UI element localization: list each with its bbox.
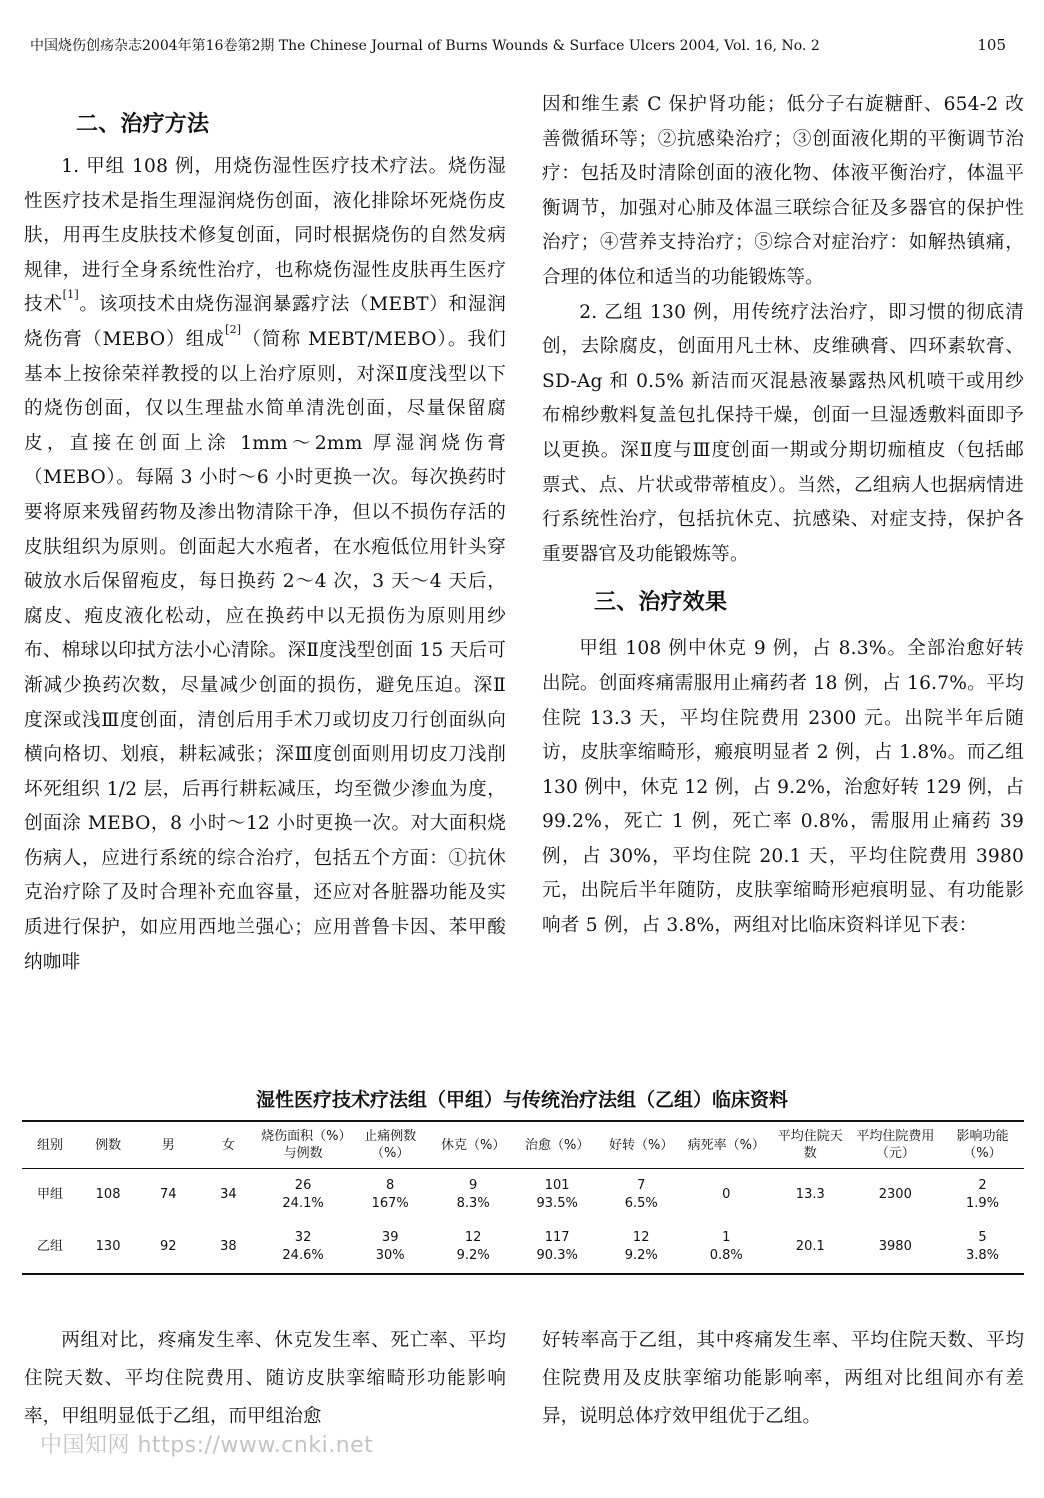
results-paragraph: 甲组 108 例中休克 9 例，占 8.3%。全部治愈好转出院。创面疼痛需服用止痛药者 18 例，占 16.7%。平均住院 13.3 天，平均住院费用 2300 元。出院半年后随访，皮肤挛缩畸形，瘢痕明显者 2 例，占 1.8%。而乙组 130 例中，休克 12 例，占 9.2%，治愈好转 129 例，占 99.2%，死亡 1 例，死亡率 0.8%，需服用止痛药 39 例，占 30%，平均住院 20.1 天，平均住院费用 3980 元，出院后半年随防，皮肤挛缩畸形疤痕明显、有功能影响者 5 例，占 3.8%，两组对比临床资料详见下表： xyxy=(542,638,1024,937)
table-header-cell: 女 xyxy=(198,1121,258,1169)
cell-percent: 93.5% xyxy=(536,1196,578,1211)
reference-1: [1] xyxy=(62,288,79,302)
cell-count: 130 xyxy=(78,1221,138,1274)
cell-burn-area xyxy=(258,1169,347,1222)
cell-percent: 24.6% xyxy=(282,1248,324,1263)
cell-value: 26 xyxy=(294,1178,312,1193)
cell-pain xyxy=(348,1169,433,1222)
table-title: 湿性医疗技术疗法组（甲组）与传统治疗法组（乙组）临床资料 xyxy=(255,1089,788,1111)
cell-value: 117 xyxy=(544,1230,570,1245)
conclusion-paragraph-continued: 好转率高于乙组，其中疼痛发生率、平均住院天数、平均住院费用及皮肤挛缩功能影响率，两组对比组间亦有差异，说明总体疗效甲组优于乙组。 xyxy=(542,1330,1024,1427)
cell-percent: 0.8% xyxy=(709,1248,743,1263)
table-header-row xyxy=(22,1121,1024,1169)
table-header-cell: 止痛例数（%） xyxy=(348,1121,433,1169)
cell-male: 92 xyxy=(138,1221,198,1274)
cell-percent: 1.9% xyxy=(965,1196,999,1211)
cell-value: 1 xyxy=(722,1230,731,1245)
cell-percent: 9.2% xyxy=(456,1248,490,1263)
right-column xyxy=(542,88,1024,944)
cell-value: 9 xyxy=(469,1178,478,1193)
methods-text-a: 1. 甲组 108 例，用烧伤湿性医疗技术疗法。烧伤湿性医疗技术是指生理湿润烧伤创面，液化排除坏死烧伤皮肤，用再生皮肤技术修复创面，同时根据烧伤的自然发病规律，进行全身系统性治疗，也称烧伤湿性皮肤再生医疗技术 xyxy=(24,156,506,316)
cell-percent: 8.3% xyxy=(456,1196,490,1211)
cell-value: 8 xyxy=(386,1178,395,1193)
cell-value: 5 xyxy=(978,1230,987,1245)
conclusion-left xyxy=(24,1322,506,1436)
cell-function xyxy=(941,1169,1024,1222)
cell-value: 12 xyxy=(464,1230,482,1245)
table-header-cell: 影响功能（%） xyxy=(941,1121,1024,1169)
cell-function xyxy=(941,1221,1024,1274)
cell-group: 甲组 xyxy=(36,1187,63,1202)
table-header-cell: 好转（%） xyxy=(601,1121,682,1169)
table-header-cell: 组别 xyxy=(22,1121,78,1169)
cell-value: 12 xyxy=(632,1230,650,1245)
section-heading-methods: 二、治疗方法 xyxy=(76,112,210,137)
table-header-cell: 平均住院费用（元） xyxy=(850,1121,941,1169)
methods-text-b: 。该项技术由烧伤湿润暴露疗法（MEBT）和湿润烧伤膏（MEBO）组成 xyxy=(24,294,506,350)
left-column xyxy=(24,104,506,980)
cell-female: 34 xyxy=(220,1187,237,1202)
cell-female: 38 xyxy=(198,1221,258,1274)
cell-value: 32 xyxy=(294,1230,312,1245)
conclusion-right xyxy=(542,1322,1024,1436)
table-header-cell: 治愈（%） xyxy=(514,1121,601,1169)
table-row xyxy=(22,1221,1024,1274)
table-header-cell: 病死率（%） xyxy=(682,1121,771,1169)
cell-mortality xyxy=(682,1221,771,1274)
cell-cost: 3980 xyxy=(850,1221,941,1274)
reference-2: [2] xyxy=(225,322,242,336)
cell-percent: 6.5% xyxy=(624,1196,658,1211)
cell-count: 108 xyxy=(95,1187,121,1202)
cell-value: 7 xyxy=(637,1178,646,1193)
cell-days: 13.3 xyxy=(795,1187,825,1202)
cell-percent: 90.3% xyxy=(536,1248,578,1263)
cell-percent: 167% xyxy=(371,1196,409,1211)
cell-percent: 30% xyxy=(375,1248,405,1263)
cell-cure xyxy=(514,1169,601,1222)
methods-paragraph-1-continued: 因和维生素 C 保护肾功能；低分子右旋糖酐、654-2 改善微循环等；②抗感染治疗；③创面液化期的平衡调节治疗：包括及时清除创面的液化物、体液平衡治疗，体温平衡调节，加强对心肺及体温三联综合征及多器官的保护性治疗；④营养支持治疗；⑤综合对症治疗：如解热镇痛，合理的体位和适当的功能锻炼等。 xyxy=(542,94,1024,288)
table-row xyxy=(22,1169,1024,1222)
cell-group: 乙组 xyxy=(22,1221,78,1274)
cell-mortality xyxy=(682,1169,771,1222)
cell-value: 101 xyxy=(544,1178,570,1193)
running-header: 中国烧伤创疡杂志2004年第16卷第2期 The Chinese Journal of Burns Wounds & Surface Ulcers 2004, Vol. 16, No. 2 xyxy=(30,38,820,54)
conclusion-paragraph: 两组对比，疼痛发生率、休克发生率、死亡率、平均住院天数、平均住院费用、随访皮肤挛缩畸形功能影响率，甲组明显低于乙组，而甲组治愈 xyxy=(24,1330,506,1427)
cell-days: 20.1 xyxy=(771,1221,850,1274)
table-header-cell: 例数 xyxy=(78,1121,138,1169)
cell-value: 39 xyxy=(381,1230,399,1245)
methods-paragraph-2: 2. 乙组 130 例，用传统疗法治疗，即习惯的彻底清创，去除腐皮，创面用凡士林、皮维碘膏、四环素软膏、SD-Ag 和 0.5% 新洁而灭混悬液暴露热风机喷干或用纱布棉纱敷料复盖包扎保持干燥，创面一旦湿透敷料面即予以更换。深Ⅱ度与Ⅲ度创面一期或分期切痂植皮（包括邮票式、点、片状或带蒂植皮）。当然，乙组病人也据病情进行系统性治疗，包括抗休克、抗感染、对症支持，保护各重要器官及功能锻炼等。 xyxy=(542,301,1024,565)
cell-value: 0 xyxy=(722,1187,731,1202)
page-number: 105 xyxy=(977,36,1006,54)
table-header-cell: 男 xyxy=(138,1121,198,1169)
cell-improve xyxy=(601,1221,682,1274)
methods-paragraph-1 xyxy=(24,150,506,980)
cell-male: 74 xyxy=(159,1187,177,1202)
methods-text-c: （简称 MEBT/MEBO）。我们基本上按徐荣祥教授的以上治疗原则，对深Ⅱ度浅型以下的烧伤创面，仅以生理盐水简单清洗创面，尽量保留腐皮，直接在创面上涂 1mm～2mm 厚湿润烧伤膏（MEBO）。每隔 3 小时～6 小时更换一次。每次换药时要将原来残留药物及渗出物清除干净，但以不损伤存活的皮肤组织为原则。创面起大水疱者，在水疱低位用针头穿破放水后保留疱皮，每日换药 2～4 次，3 天～4 天后，腐皮、疱皮液化松动，应在换药中以无损伤为原则用纱布、棉球以印拭方法小心清除。深Ⅱ度浅型创面 15 天后可渐减少换药次数，尽量减少创面的损伤，避免压迫。深Ⅱ度深或浅Ⅲ度创面，清创后用手术刀或切皮刀行创面纵向横向格切、划痕，耕耘减张；深Ⅲ度创面则用切皮刀浅削坏死组织 1/2 层，后再行耕耘减压，均至微少渗血为度，创面涂 MEBO，8 小时～12 小时更换一次。对大面积烧伤病人，应进行系统的综合治疗，包括五个方面：①抗休克治疗除了及时合理补充血容量，还应对各脏器功能及实质进行保护，如应用西地兰强心；应用普鲁卡因、苯甲酸纳咖啡 xyxy=(24,328,506,973)
clinical-data-table xyxy=(22,1120,1024,1275)
cell-percent: 9.2% xyxy=(624,1248,658,1263)
cell-shock xyxy=(433,1169,514,1222)
table-header-cell: 烧伤面积（%）与例数 xyxy=(258,1121,347,1169)
table-header-cell: 平均住院天数 xyxy=(771,1121,850,1169)
table-header-cell: 休克（%） xyxy=(433,1121,514,1169)
cell-shock xyxy=(433,1221,514,1274)
cell-burn-area xyxy=(258,1221,347,1274)
section-heading-results: 三、治疗效果 xyxy=(594,590,728,616)
cell-pain xyxy=(348,1221,433,1274)
cell-percent: 3.8% xyxy=(965,1248,999,1263)
cnki-watermark: 中国知网 https://www.cnki.net xyxy=(40,1433,374,1458)
cell-cost: 2300 xyxy=(878,1187,912,1202)
cell-cure xyxy=(514,1221,601,1274)
cell-improve xyxy=(601,1169,682,1222)
cell-value: 2 xyxy=(978,1178,987,1193)
cell-percent: 24.1% xyxy=(282,1196,324,1211)
